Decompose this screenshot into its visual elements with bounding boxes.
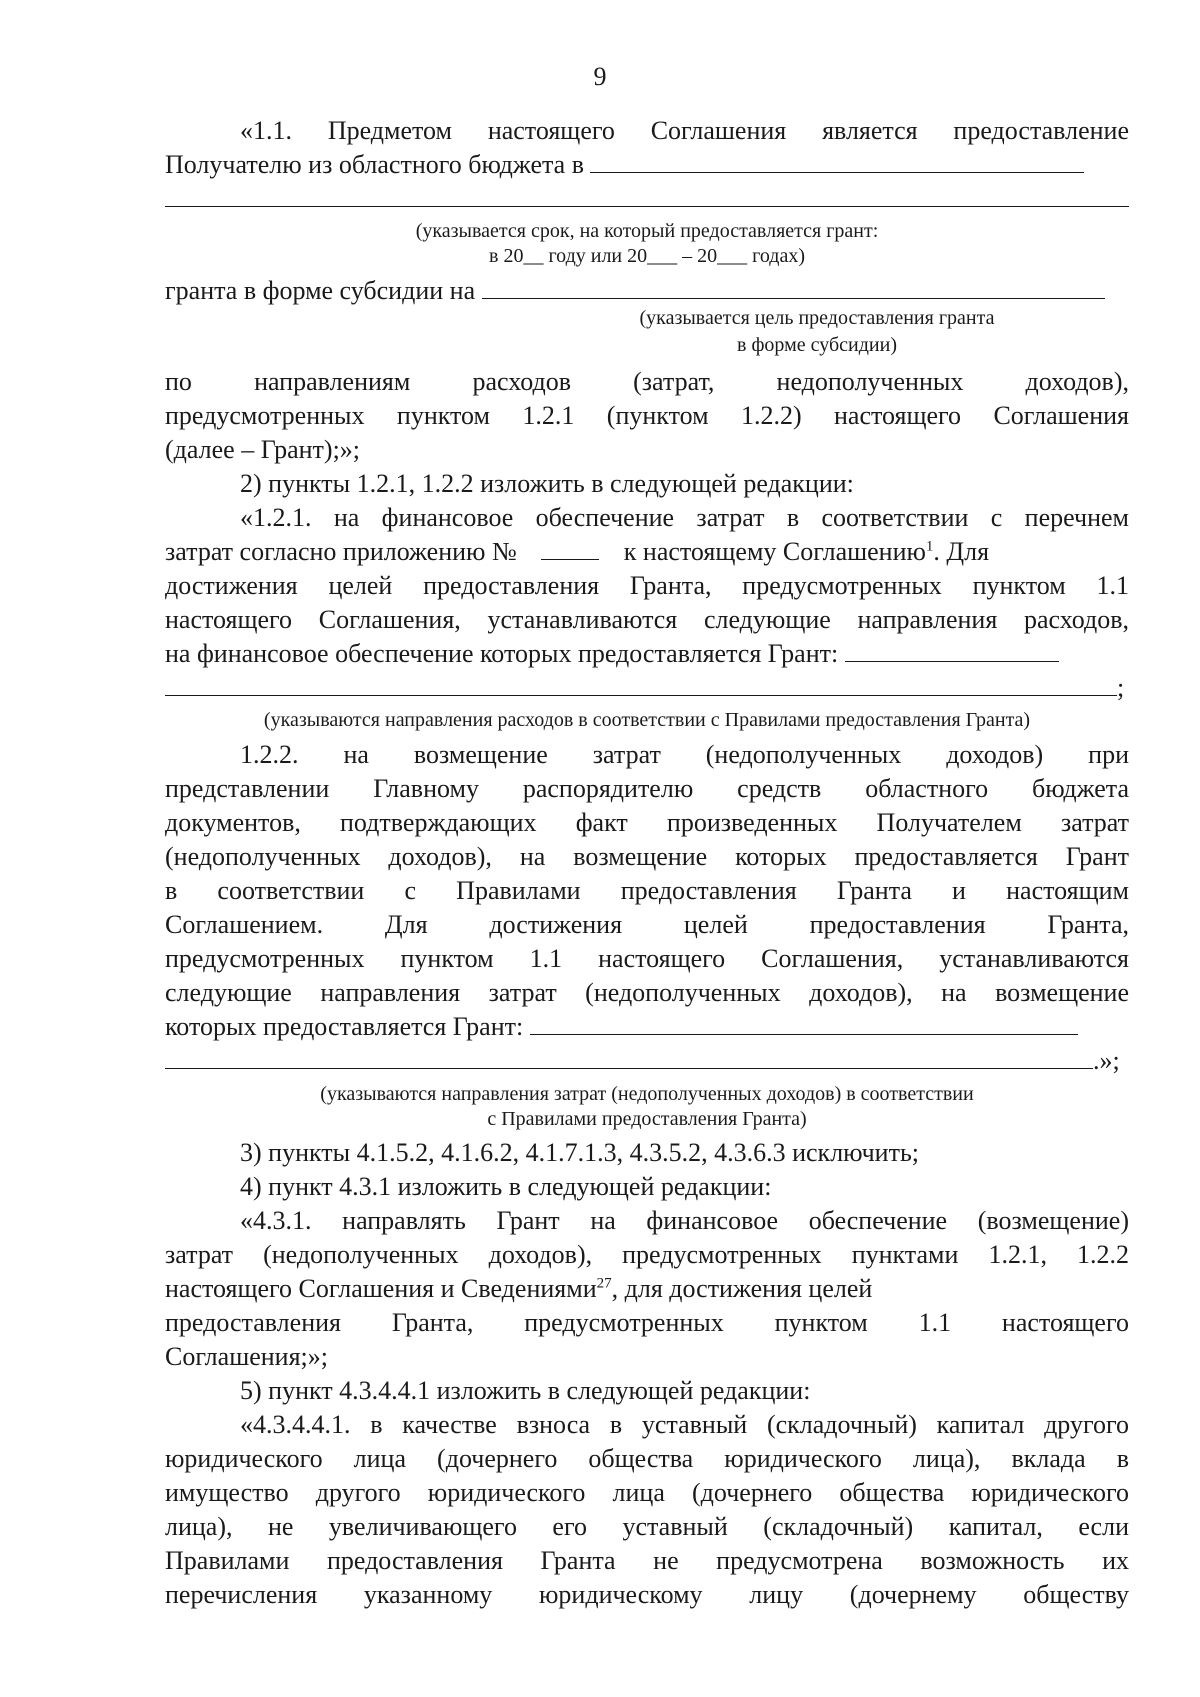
footnote-mark: 1: [925, 538, 934, 555]
text-line: «4.3.1. направлять Грант на финансовое обеспечение (возмещение): [240, 1206, 1129, 1235]
text-line: предусмотренных пунктом 1.2.1 (пунктом 1.2.2) настоящего Соглашения: [165, 401, 1129, 430]
text-line: (недополученных доходов), на возмещение которых предоставляется Грант: [165, 842, 1129, 871]
text-line: [165, 148, 1129, 182]
text-line: (далее – Грант);»;: [165, 435, 361, 464]
text-fragment: затрат согласно приложению №: [165, 537, 517, 566]
blank-field: [845, 637, 1059, 662]
text-line: [165, 671, 1129, 705]
text-line: Соглашения;»;: [165, 1342, 328, 1371]
blank-field: [165, 671, 1117, 696]
blank-field: [482, 274, 1105, 299]
text-line: предусмотренных пунктом 1.1 настоящего Соглашения, устанавливаются: [165, 944, 1129, 973]
text-line: «1.2.1. на финансовое обеспечение затрат в соответствии с перечнем: [240, 503, 1129, 532]
text-fragment: .»;: [1093, 1046, 1120, 1075]
text-line: «4.3.4.4.1. в качестве взноса в уставный (складочный) капитал другого: [240, 1410, 1129, 1439]
text-line: 3) пункты 4.1.5.2, 4.1.6.2, 4.1.7.1.3, 4.3.5.2, 4.3.6.3 исключить;: [240, 1138, 920, 1167]
text-line: 4) пункт 4.3.1 изложить в следующей редакции:: [240, 1172, 772, 1201]
text-line: 1.2.2. на возмещение затрат (недополученных доходов) при: [240, 740, 1129, 769]
text-line: [165, 637, 1129, 671]
text-line: [165, 1044, 1129, 1078]
text-line: Соглашением. Для достижения целей предоставления Гранта,: [165, 910, 1129, 939]
text-line: документов, подтверждающих факт произведенных Получателем затрат: [165, 808, 1129, 837]
text-fragment: настоящего Соглашения и Сведениями$^{27}$, для достижения целей: [165, 1274, 873, 1303]
text-fragment: которых предоставляется Грант:: [165, 1012, 524, 1041]
text-fragment: на финансовое обеспечение которых предоставляется Грант:: [165, 639, 839, 668]
caption: (указываются направления затрат (недополученных доходов) в соответствии: [320, 1083, 974, 1105]
blank-line: [165, 206, 1129, 207]
text-fragment: ;: [1117, 673, 1125, 702]
text-line: достижения целей предоставления Гранта, предусмотренных пунктом 1.1: [165, 571, 1129, 600]
caption: в 20__ году или 20___ – 20___ годах): [489, 245, 805, 267]
text-line: [165, 274, 1129, 308]
text-fragment: к настоящему Соглашению: [623, 537, 926, 566]
text-line: Правилами предоставления Гранта не предусмотрена возможность их: [165, 1546, 1129, 1575]
text-line: 5) пункт 4.3.4.4.1 изложить в следующей редакции:: [240, 1376, 811, 1405]
caption: (указывается срок, на который предоставляется грант:: [415, 220, 879, 242]
caption: в форме субсидии): [737, 334, 897, 356]
text-line: [165, 535, 1129, 569]
text-line: настоящего Соглашения, устанавливаются следующие направления расходов,: [165, 605, 1129, 634]
text-fragment: Получателю из областного бюджета в: [165, 150, 584, 179]
blank-field: [165, 1044, 1093, 1069]
text-line: следующие направления затрат (недополученных доходов), на возмещение: [165, 978, 1129, 1007]
blank-field: [530, 1010, 1078, 1035]
text-line: в соответствии с Правилами предоставления Гранта и настоящим: [165, 876, 1129, 905]
footnote-mark: 27: [596, 1275, 612, 1292]
text-line: 2) пункты 1.2.1, 1.2.2 изложить в следующей редакции:: [240, 469, 854, 498]
text-line: «1.1. Предметом настоящего Соглашения является предоставление: [240, 116, 1129, 145]
text-line: лица), не увеличивающего его уставный (складочный) капитал, если: [165, 1512, 1129, 1541]
caption: (указываются направления расходов в соответствии с Правилами предоставления Гранта): [263, 709, 1031, 731]
text-line: представлении Главному распорядителю средств областного бюджета: [165, 774, 1129, 803]
caption: с Правилами предоставления Гранта): [487, 1108, 807, 1130]
blank-field: [590, 148, 1084, 173]
text-fragment: . Для: [933, 537, 990, 566]
text-line: [165, 1010, 1129, 1044]
text-line: юридического лица (дочернего общества юридического лица), вклада в: [165, 1444, 1129, 1473]
text-line: [165, 1272, 1129, 1306]
page-number: 9: [593, 62, 607, 91]
text-line: по направлениям расходов (затрат, недополученных доходов),: [165, 367, 1129, 396]
text-line: предоставления Гранта, предусмотренных пунктом 1.1 настоящего: [165, 1308, 1129, 1337]
text-fragment: гранта в форме субсидии на: [165, 276, 476, 305]
text-line: имущество другого юридического лица (дочернего общества юридического: [165, 1478, 1129, 1507]
text-line: затрат (недополученных доходов), предусмотренных пунктами 1.2.1, 1.2.2: [165, 1240, 1129, 1269]
text-line: перечисления указанному юридическому лицу (дочернему обществу: [165, 1580, 1129, 1609]
caption: (указывается цель предоставления гранта: [639, 307, 995, 329]
blank-field: [541, 535, 599, 560]
